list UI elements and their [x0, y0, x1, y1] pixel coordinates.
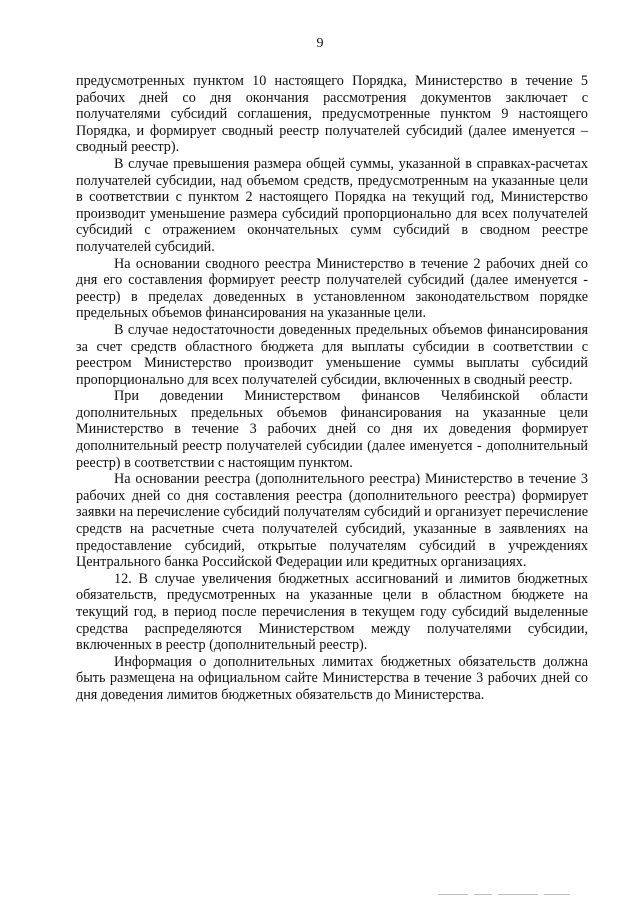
- paragraph-registry-formation: На основании сводного реестра Министерство в течение 2 рабочих дней со дня его составления формирует реестр получателей субсидий (далее именуется - реестр) в пределах доведенных в установленном законодательством порядке предельных объемов финансирования на указанные цели.: [76, 255, 588, 322]
- footer-mark: [474, 894, 492, 895]
- paragraph-subsidy-reduction: В случае превышения размера общей суммы, указанной в справках-расчетах получателей субсидии, над объемом средств, предусмотренным на указанные цели в соответствии с пунктом 2 настоящего Порядка на текущий год, Министерство производит уменьшение размера субсидий пропорционально для всех получателей субсидий с отражением окончательных сумм субсидий в сводном реестре получателей субсидий.: [76, 155, 588, 255]
- paragraph-additional-registry: При доведении Министерством финансов Челябинской области дополнительных предельных объемов финансирования на указанные цели Министерство в течение 3 рабочих дней со дня их доведения формирует дополнительный реестр получателей субсидии (далее именуется - дополнительный реестр) в соответствии с настоящим пунктом.: [76, 388, 588, 471]
- footer-mark: [544, 894, 570, 895]
- document-body: [76, 73, 588, 704]
- footer-mark: [498, 894, 538, 895]
- footer-mark: [438, 894, 468, 895]
- paragraph-transfer-applications: На основании реестра (дополнительного реестра) Министерство в течение 3 рабочих дней со дня составления реестра (дополнительного реестра) формирует заявки на перечисление субсидий получателям субсидий и организует перечисление средств на расчетные счета получателей субсидий, указанные в заявлениях на предоставление субсидий, открытые получателям субсидий в учреждениях Центрального банка Российской Федерации или кредитных организациях.: [76, 471, 588, 571]
- page-number: 9: [316, 36, 324, 51]
- paragraph-clause-12: 12. В случае увеличения бюджетных ассигнований и лимитов бюджетных обязательств, предусмотренных на указанные цели в областном бюджете на текущий год, в период после перечисления в текущем году субсидий выделенные средства распределяются Министерством между получателями субсидии, включенных в реестр (дополнительный реестр).: [76, 570, 588, 654]
- paragraph-continuation: предусмотренных пунктом 10 настоящего Порядка, Министерство в течение 5 рабочих дней со дня окончания рассмотрения документов заключает с получателями субсидий соглашения, предусмотренные пунктом 9 настоящего Порядка, и формирует сводный реестр получателей субсидий (далее именуется – сводный реестр).: [76, 73, 588, 156]
- footer-scan-marks: [438, 893, 588, 895]
- paragraph-insufficient-funding: В случае недостаточности доведенных предельных объемов финансирования за счет средств областного бюджета для выплаты субсидии в соответствии с реестром Министерство производит уменьшение суммы выплаты субсидий пропорционально для всех получателей субсидии, включенных в сводный реестр.: [76, 321, 588, 388]
- paragraph-publication-info: Информация о дополнительных лимитах бюджетных обязательств должна быть размещена на официальном сайте Министерства в течение 3 рабочих дней со дня доведения лимитов бюджетных обязательств до Министерства.: [76, 653, 588, 703]
